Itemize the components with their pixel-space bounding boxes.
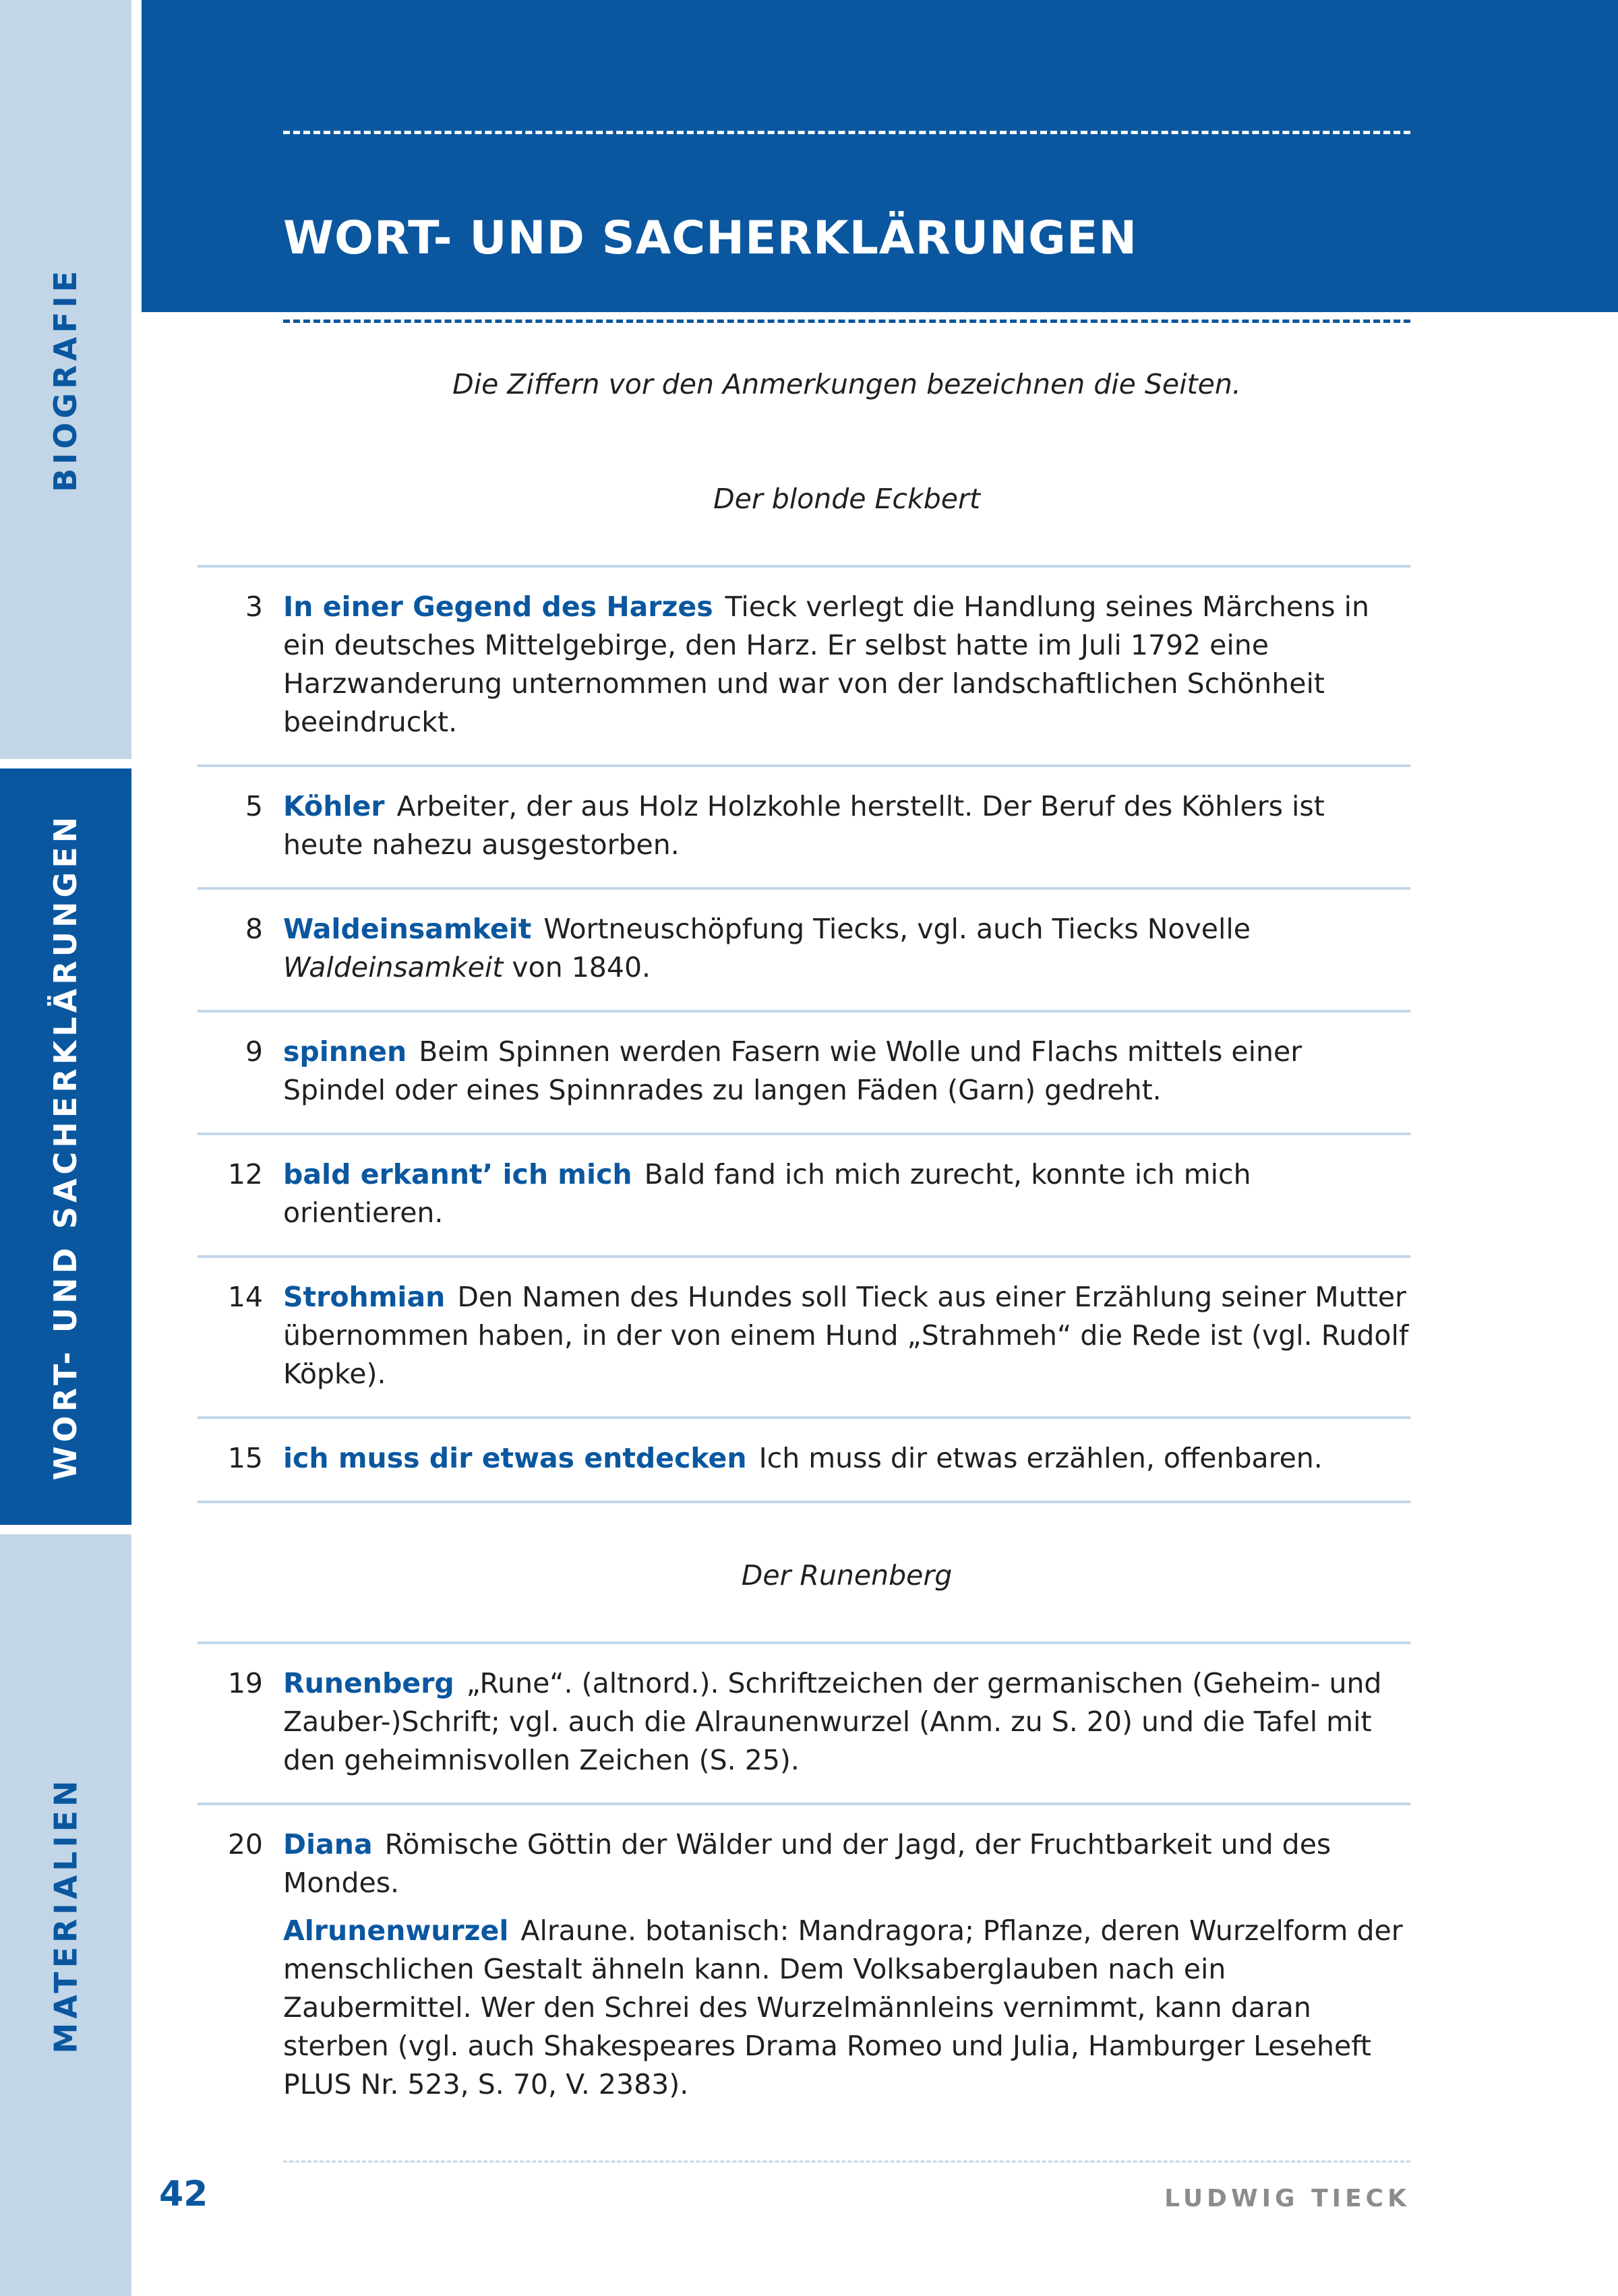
entry-body: [283, 910, 1410, 987]
entry-page-number: 3: [245, 591, 263, 623]
sidebar-tab-biografie[interactable]: [0, 0, 131, 759]
entry-term: In einer Gegend des Harzes: [283, 591, 713, 623]
glossary-entry: [198, 1010, 1410, 1132]
glossary-entry: [198, 764, 1410, 887]
entry-text: Tieck verlegt die Handlung seines Märchens in ein deutsches Mittelgebirge, den Harz. Er selbst hatte im Juli 1792 eine Harzwanderung unternommen und war von der landschaftlichen Schönheit beeindruckt.: [283, 591, 1370, 738]
entry-body: [283, 1278, 1410, 1393]
glossary-entry: [198, 1416, 1410, 1503]
header-divider-top: [283, 131, 1410, 134]
entry-text-after: von 1840.: [503, 951, 651, 984]
entry-term: Waldeinsamkeit: [283, 913, 532, 945]
entry-body: [283, 1155, 1410, 1232]
entry-body: [283, 1033, 1410, 1110]
entry-body: [283, 1825, 1410, 2104]
footer-divider: [283, 2161, 1410, 2163]
entry-page-number: 9: [245, 1035, 263, 1068]
running-title: LUDWIG TIECK: [1164, 2185, 1410, 2212]
entry-body: [283, 787, 1410, 864]
entry-term: Köhler: [283, 790, 385, 822]
entry-term: spinnen: [283, 1035, 407, 1068]
sidebar-tab-label: BIOGRAFIE: [47, 266, 84, 493]
entry-subentry: [283, 1912, 1410, 2104]
chapter-header: [142, 0, 1618, 312]
glossary-entry: [198, 565, 1410, 764]
section-heading: Der Runenberg: [741, 1559, 953, 1592]
entry-text: Den Namen des Hundes soll Tieck aus einer Erzählung seiner Mutter übernommen haben, in der von einem Hund „Strahmeh“ die Rede ist (vgl. Rudolf Köpke).: [283, 1281, 1409, 1390]
entry-term: Strohmian: [283, 1281, 446, 1313]
entry-body: [283, 1439, 1410, 1478]
entry-page-number: 5: [245, 790, 263, 822]
entry-text: Bald fand ich mich zurecht, konnte ich mich orientieren.: [283, 1158, 1251, 1229]
entry-text: „Rune“. (altnord.). Schriftzeichen der germanischen (Geheim- und Zauber-)Schrift; vgl. auch die Alraunenwurzel (Anm. zu S. 20) und die Tafel mit den geheimnisvollen Zeichen (S. 25).: [283, 1667, 1382, 1776]
entry-page-number: 8: [245, 913, 263, 945]
entry-term: ich muss dir etwas entdecken: [283, 1442, 747, 1474]
glossary-entry: [198, 1641, 1410, 1803]
glossary-entry: [198, 1132, 1410, 1255]
glossary-entry: [198, 1803, 1410, 2127]
chapter-title: WORT- UND SACHERKLÄRUNGEN: [283, 212, 1138, 265]
entry-page-number: 20: [227, 1828, 263, 1861]
sidebar-tab-label: MATERIALIEN: [47, 1776, 84, 2054]
entry-page-number: 14: [227, 1281, 263, 1313]
entry-italic-title: Waldeinsamkeit: [283, 951, 504, 984]
entry-page-number: 12: [227, 1158, 263, 1190]
sidebar-tab-label: WORT- UND SACHERKLÄRUNGEN: [47, 812, 84, 1481]
entry-term: bald erkannt’ ich mich: [283, 1158, 632, 1190]
entry-page-number: 15: [227, 1442, 263, 1474]
sidebar-tab-materialien[interactable]: [0, 1534, 131, 2296]
page-number: 42: [159, 2174, 208, 2214]
glossary-list: [198, 565, 1410, 1503]
header-divider-bottom: [283, 320, 1410, 323]
entry-term: Runenberg: [283, 1667, 454, 1699]
glossary-entry: [198, 887, 1410, 1010]
entry-subterm: Alrunenwurzel: [283, 1914, 509, 1947]
entry-text: Römische Göttin der Wälder und der Jagd, der Fruchtbarkeit und des Mondes.: [283, 1828, 1331, 1899]
entry-subtext: Alraune. botanisch: Mandragora; Pflanze, deren Wurzelform der menschlichen Gestalt ähneln kann. Dem Volksaberglauben nach ein Zaubermittel. Wer den Schrei des Wurzelmännleins vernimmt, kann daran sterben (vgl. auch Shakespeares Drama Romeo und Julia, Hamburger Leseheft PLUS Nr. 523, S. 70, V. 2383).: [283, 1914, 1403, 2101]
entry-text: Ich muss dir etwas erzählen, offenbaren.: [758, 1442, 1323, 1474]
entry-term: Diana: [283, 1828, 373, 1861]
entry-body: [283, 1664, 1410, 1780]
entry-text: Wortneuschöpfung Tiecks, vgl. auch Tiecks Novelle: [543, 913, 1251, 945]
glossary-entry: [198, 1255, 1410, 1416]
glossary-list: [198, 1641, 1410, 2127]
entry-text: Arbeiter, der aus Holz Holzkohle herstellt. Der Beruf des Köhlers ist heute nahezu ausgestorben.: [283, 790, 1325, 861]
intro-note: Die Ziffern vor den Anmerkungen bezeichnen die Seiten.: [452, 368, 1241, 400]
entry-page-number: 19: [227, 1667, 263, 1699]
entry-body: [283, 588, 1410, 742]
entry-text: Beim Spinnen werden Fasern wie Wolle und Flachs mittels einer Spindel oder eines Spinnrades zu langen Fäden (Garn) gedreht.: [283, 1035, 1302, 1106]
section-heading: Der blonde Eckbert: [713, 483, 980, 515]
sidebar-tab-wort-und-sacherklaerungen[interactable]: [0, 768, 131, 1525]
